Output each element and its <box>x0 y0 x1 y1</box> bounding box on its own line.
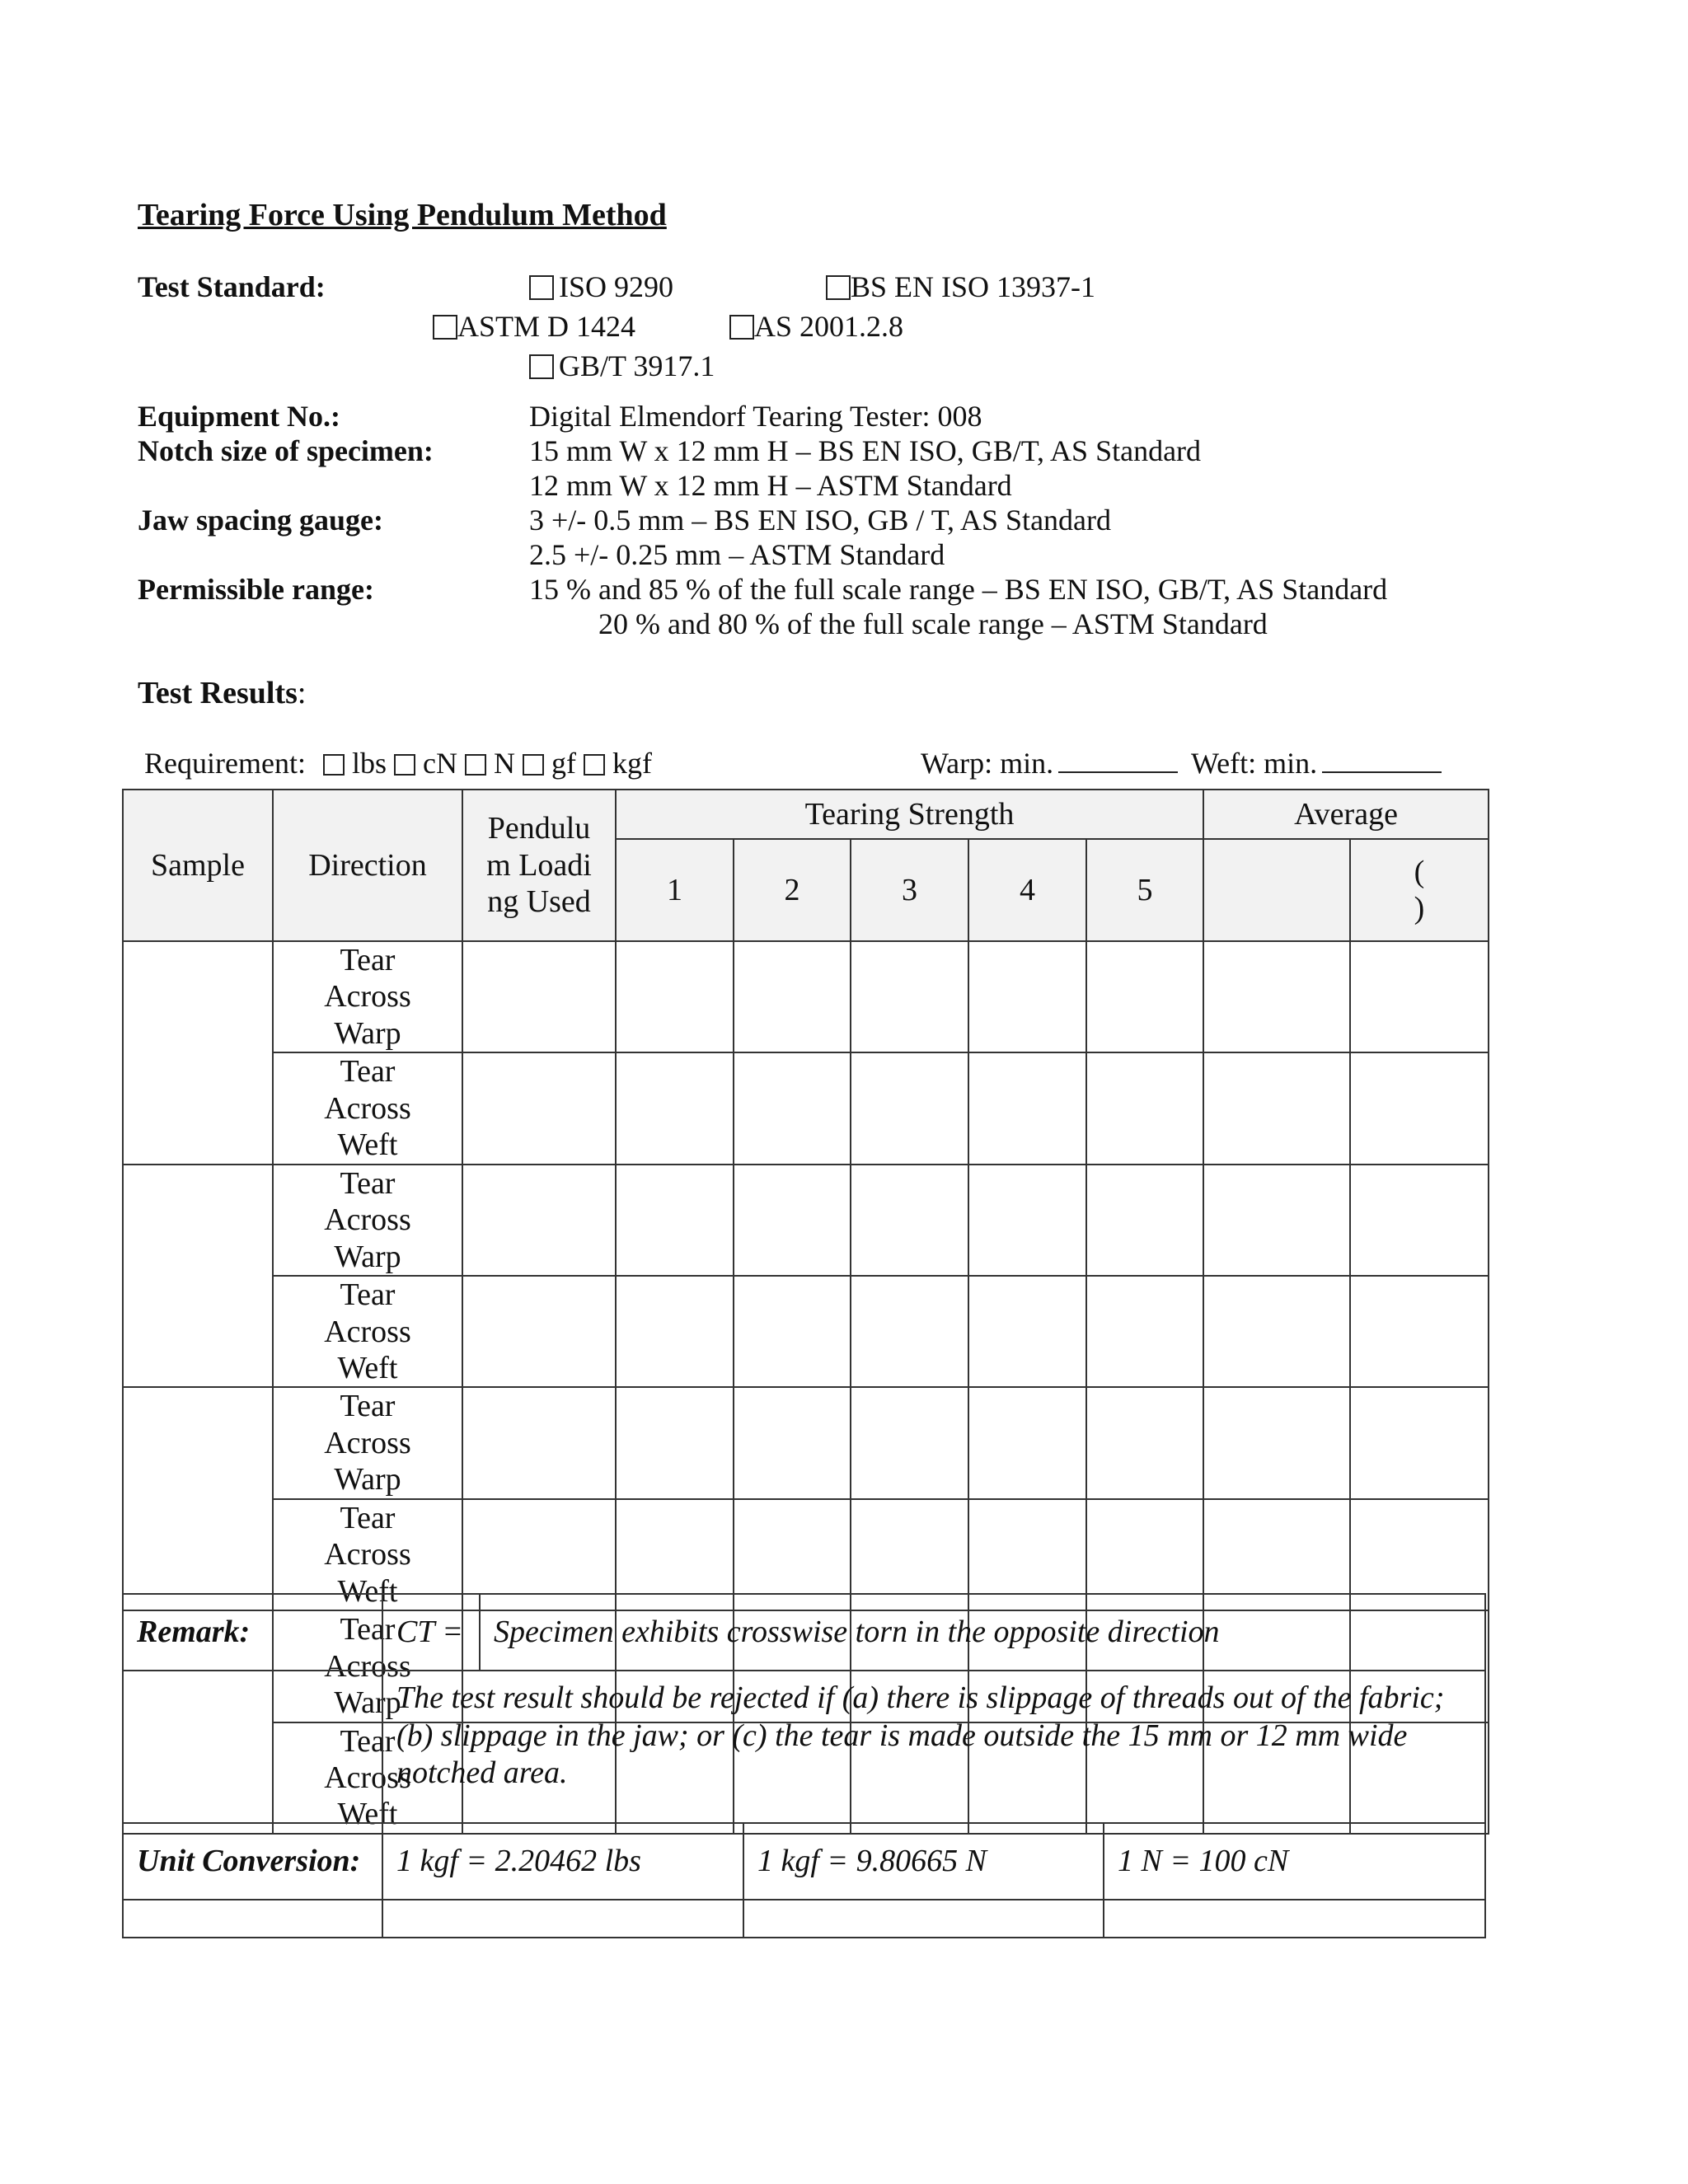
remarks-table <box>122 1593 1486 1938</box>
option-as-2001[interactable]: AS 2001.2.8 <box>729 310 903 344</box>
jaw-line-1: 3 +/- 0.5 mm – BS EN ISO, GB / T, AS Standard <box>529 504 1112 537</box>
direction-cell: Tear Across Warp <box>273 1387 462 1498</box>
value-cell[interactable] <box>616 941 734 1052</box>
notch-line-2: 12 mm W x 12 mm H – ASTM Standard <box>529 469 1012 502</box>
checkbox-icon[interactable] <box>433 315 457 340</box>
value-cell[interactable] <box>851 1276 968 1387</box>
value-cell[interactable] <box>851 1052 968 1164</box>
average-unit-cell[interactable] <box>1350 1052 1489 1164</box>
value-cell[interactable] <box>1086 1052 1203 1164</box>
requirement-label: Requirement: <box>144 747 306 780</box>
remark-label: Remark: <box>123 1594 382 1671</box>
table-row <box>123 941 1489 1052</box>
value-cell[interactable] <box>968 1165 1086 1276</box>
value-cell[interactable] <box>968 1276 1086 1387</box>
value-cell[interactable] <box>734 1276 851 1387</box>
option-gbt-3917[interactable]: GB/T 3917.1 <box>529 349 715 383</box>
average-cell[interactable] <box>1203 1165 1350 1276</box>
checkbox-icon[interactable] <box>584 754 605 776</box>
value-cell[interactable] <box>1086 1165 1203 1276</box>
average-unit-cell[interactable] <box>1350 941 1489 1052</box>
rejection-criteria: The test result should be rejected if (a) there is slippage of threads out of the fabric; (b) slippage in the jaw; or (c) the tear is made outside the 15 mm or 12 mm wide notched area. <box>382 1671 1485 1823</box>
sample-cell[interactable] <box>123 941 273 1165</box>
range-label: Permissible range: <box>138 573 374 606</box>
header-average-unit[interactable]: ( ) <box>1350 839 1489 941</box>
average-cell[interactable] <box>1203 941 1350 1052</box>
direction-cell: Tear Across Weft <box>273 1722 462 1834</box>
value-cell[interactable] <box>616 1276 734 1387</box>
sample-cell[interactable] <box>123 1165 273 1388</box>
table-row <box>123 1052 1489 1164</box>
checkbox-icon[interactable] <box>394 754 415 776</box>
value-cell[interactable] <box>616 1387 734 1498</box>
value-cell[interactable] <box>851 941 968 1052</box>
conversion-kgf-lbs: 1 kgf = 2.20462 lbs <box>382 1823 743 1900</box>
direction-cell: Tear Across Warp <box>273 941 462 1052</box>
weft-min: Weft: min. <box>1191 747 1442 780</box>
warp-min-blank[interactable] <box>1058 748 1178 773</box>
average-cell[interactable] <box>1203 1387 1350 1498</box>
value-cell[interactable] <box>616 1052 734 1164</box>
checkbox-icon[interactable] <box>729 315 754 340</box>
value-cell[interactable] <box>1086 1276 1203 1387</box>
value-cell[interactable] <box>734 1387 851 1498</box>
table-row <box>123 1165 1489 1276</box>
checkbox-icon[interactable] <box>826 275 851 300</box>
value-cell[interactable] <box>1086 1387 1203 1498</box>
value-cell[interactable] <box>1086 941 1203 1052</box>
pendulum-cell[interactable] <box>462 1276 616 1387</box>
average-unit-cell[interactable] <box>1350 1165 1489 1276</box>
pendulum-cell[interactable] <box>462 941 616 1052</box>
ct-label: CT = <box>382 1594 480 1671</box>
header-col-1: 1 <box>616 839 734 941</box>
header-col-3: 3 <box>851 839 968 941</box>
average-cell[interactable] <box>1203 1052 1350 1164</box>
table-row <box>123 1387 1489 1498</box>
jaw-line-2: 2.5 +/- 0.25 mm – ASTM Standard <box>529 538 945 571</box>
checkbox-icon[interactable] <box>523 754 544 776</box>
range-line-1: 15 % and 85 % of the full scale range – BS EN ISO, GB/T, AS Standard <box>529 573 1388 606</box>
header-col-5: 5 <box>1086 839 1203 941</box>
value-cell[interactable] <box>734 1052 851 1164</box>
weft-min-blank[interactable] <box>1322 748 1442 773</box>
value-cell[interactable] <box>734 1165 851 1276</box>
test-results-heading: Test Results: <box>138 676 307 710</box>
header-col-4: 4 <box>968 839 1086 941</box>
value-cell[interactable] <box>851 1387 968 1498</box>
conversion-kgf-n: 1 kgf = 9.80665 N <box>743 1823 1104 1900</box>
checkbox-icon[interactable] <box>529 275 554 300</box>
checkbox-icon[interactable] <box>529 354 554 379</box>
direction-cell: Tear Across Weft <box>273 1276 462 1387</box>
pendulum-cell[interactable] <box>462 1052 616 1164</box>
sample-cell[interactable] <box>123 1387 273 1610</box>
equipment-label: Equipment No.: <box>138 400 341 433</box>
value-cell[interactable] <box>851 1165 968 1276</box>
notch-line-1: 15 mm W x 12 mm H – BS EN ISO, GB/T, AS Standard <box>529 434 1202 467</box>
pendulum-cell[interactable] <box>462 1387 616 1498</box>
page-title: Tearing Force Using Pendulum Method <box>138 198 667 232</box>
direction-cell: Tear Across Weft <box>273 1499 462 1610</box>
pendulum-cell[interactable] <box>462 1165 616 1276</box>
average-cell[interactable] <box>1203 1276 1350 1387</box>
notch-label: Notch size of specimen: <box>138 434 434 467</box>
remark-empty-cell <box>123 1671 382 1823</box>
table-row <box>123 1276 1489 1387</box>
jaw-label: Jaw spacing gauge: <box>138 504 384 537</box>
value-cell[interactable] <box>616 1165 734 1276</box>
average-unit-cell[interactable] <box>1350 1387 1489 1498</box>
header-col-2: 2 <box>734 839 851 941</box>
option-astm-d1424[interactable]: ASTM D 1424 <box>433 310 635 344</box>
direction-cell: Tear Across Weft <box>273 1052 462 1164</box>
header-average: Average <box>1203 790 1489 839</box>
value-cell[interactable] <box>968 1387 1086 1498</box>
range-line-2: 20 % and 80 % of the full scale range – ASTM Standard <box>598 607 1268 640</box>
equipment-value: Digital Elmendorf Tearing Tester: 008 <box>529 400 982 433</box>
value-cell[interactable] <box>968 1052 1086 1164</box>
empty-cell <box>743 1900 1104 1938</box>
empty-cell <box>123 1900 382 1938</box>
average-unit-cell[interactable] <box>1350 1276 1489 1387</box>
empty-cell <box>382 1900 743 1938</box>
requirement-row: Requirement: lbs cN N gf kgf <box>144 747 652 780</box>
header-average-value <box>1203 839 1350 941</box>
direction-cell: Tear Across Warp <box>273 1610 462 1722</box>
option-bs-en-iso-13937[interactable]: BS EN ISO 13937-1 <box>826 270 1095 304</box>
header-sample: Sample <box>123 790 273 941</box>
header-pendulum-loading: Pendulu m Loading Used <box>462 790 616 941</box>
checkbox-icon[interactable] <box>465 754 486 776</box>
direction-cell: Tear Across Warp <box>273 1165 462 1276</box>
header-direction: Direction <box>273 790 462 941</box>
test-standard-label: Test Standard: <box>138 270 326 303</box>
value-cell[interactable] <box>968 941 1086 1052</box>
warp-min: Warp: min. <box>921 747 1178 780</box>
checkbox-icon[interactable] <box>323 754 345 776</box>
value-cell[interactable] <box>734 941 851 1052</box>
unit-conversion-label: Unit Conversion: <box>123 1823 382 1900</box>
header-tearing-strength: Tearing Strength <box>616 790 1203 839</box>
conversion-n-cn: 1 N = 100 cN <box>1104 1823 1485 1900</box>
option-iso-9290[interactable]: ISO 9290 <box>529 270 673 304</box>
ct-description: Specimen exhibits crosswise torn in the opposite direction <box>480 1594 1485 1671</box>
empty-cell <box>1104 1900 1485 1938</box>
